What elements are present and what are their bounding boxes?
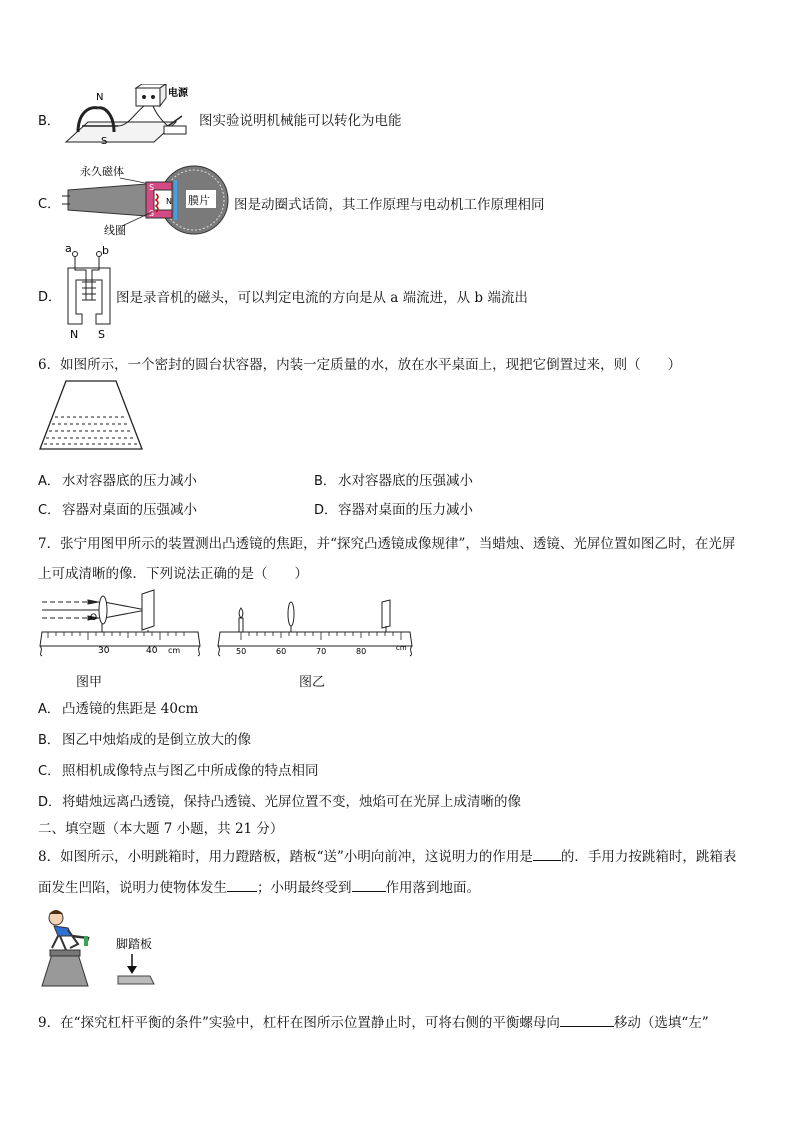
q5-b-s-label: S xyxy=(101,136,108,147)
q7-option-d-label: D． xyxy=(38,795,62,810)
q8-blank-3[interactable] xyxy=(352,877,386,892)
q8-line1-part-b: 的．手用力按跳箱时，跳箱表 xyxy=(560,849,737,865)
q5-d-a-label: a xyxy=(65,242,72,255)
q9-part-b: 移动（选填“左” xyxy=(613,1015,709,1031)
section-fill-blank-heading: 二、填空题（本大题 7 小题，共 21 分） xyxy=(38,821,284,837)
q5-c-microphone-figure xyxy=(62,160,234,236)
q7-option-d-text: 将蜡烛远离凸透镜，保持凸透镜、光屏位置不变，烛焰可在光屏上成清晰的像 xyxy=(62,794,521,810)
q5-b-n-label: N xyxy=(96,92,104,103)
q8-line2 xyxy=(38,876,480,896)
q7-stem-line1: 7．张宁用图甲所示的装置测出凸透镜的焦距，并“探究凸透镜成像规律”，当蜡烛、透镜、光屏位置如图乙时，在光屏 xyxy=(38,536,736,552)
q8-line2-part-c: 作用落到地面。 xyxy=(385,880,480,896)
q6-option-b-text: 水对容器底的压强减小 xyxy=(338,473,473,489)
q6-frustum-container-figure xyxy=(36,377,146,453)
q7-option-c-label: C． xyxy=(38,764,61,779)
q6-option-b-label: B． xyxy=(314,474,336,489)
q7-fig1-caption: 图甲 xyxy=(76,675,103,690)
q5-c-magnet-label: 永久磁体 xyxy=(80,165,124,178)
q7-fig1-focal-length-setup xyxy=(38,588,204,668)
q8-line2-part-b: ；小明最终受到 xyxy=(257,880,352,896)
q7-fig2-tick-60: 60 xyxy=(276,647,287,656)
q5-d-b-label: b xyxy=(102,244,109,257)
q6-option-d-text: 容器对桌面的压力减小 xyxy=(338,502,473,518)
q7-fig2-imaging-setup xyxy=(216,596,416,662)
q5-d-s-label: S xyxy=(98,328,105,340)
q5-d-recorder-head-figure xyxy=(62,240,116,340)
q5-option-b-text: 图实验说明机械能可以转化为电能 xyxy=(199,113,402,129)
q5-c-film-label: 膜片 xyxy=(188,194,210,207)
q5-option-c-label: C． xyxy=(38,197,61,212)
candle-icon xyxy=(239,608,243,632)
q7-option-c-text: 照相机成像特点与图乙中所成像的特点相同 xyxy=(62,763,319,779)
q6-stem: 6．如图所示，一个密封的圆台状容器，内装一定质量的水，放在水平桌面上，现把它倒置过来，则（ ） xyxy=(38,357,682,373)
q5-d-n-label: N xyxy=(70,328,79,340)
q7-option-b-label: B． xyxy=(38,733,60,748)
q7-fig1-lens-mark: O xyxy=(90,613,98,623)
q6-option-c-label: C． xyxy=(38,503,61,518)
q7-fig2-tick-50: 50 xyxy=(236,647,247,656)
q7-fig2-tick-70: 70 xyxy=(316,647,327,656)
q7-option-a-label: A． xyxy=(38,702,60,717)
q7-fig2-caption: 图乙 xyxy=(299,675,326,690)
q5-option-c-text: 图是动圈式话筒，其工作原理与电动机工作原理相同 xyxy=(234,197,545,213)
q5-option-d-label: D． xyxy=(38,290,62,305)
q7-option-b-text: 图乙中烛焰成的是倒立放大的像 xyxy=(62,732,251,748)
q8-blank-2[interactable] xyxy=(227,877,257,892)
q7-fig1-unit: cm xyxy=(168,646,181,655)
q9-part-a: 9．在“探究杠杆平衡的条件”实验中，杠杆在图所示位置静止时，可将右侧的平衡螺母向 xyxy=(38,1015,560,1031)
q5-b-generator-figure xyxy=(58,84,198,150)
q6-option-c-text: 容器对桌面的压强减小 xyxy=(62,502,197,518)
q8-line1-part-a: 8．如图所示，小明跳箱时，用力蹬踏板，踏板“送”小明向前冲，这说明力的作用是 xyxy=(38,849,533,865)
q7-fig1-tick-30: 30 xyxy=(98,646,110,656)
q5-c-coil-label: 线圈 xyxy=(104,224,126,236)
q8-line1 xyxy=(38,845,736,865)
q5-b-power-label: 电源 xyxy=(168,88,188,99)
q5-option-d-text: 图是录音机的磁头，可以判定电流的方向是从 a 端流进，从 b 端流出 xyxy=(116,290,528,306)
q5-c-n-label: N xyxy=(166,197,172,206)
q8-pedal-label: 脚踏板 xyxy=(116,937,153,951)
boy-jumping-icon xyxy=(49,910,88,950)
q7-stem-line2: 上可成清晰的像．下列说法正确的是（ ） xyxy=(38,566,308,582)
q8-vaulting-box-figure xyxy=(38,906,164,988)
q5-c-s2-label: S xyxy=(149,209,155,218)
q7-option-a-text: 凸透镜的焦距是 40cm xyxy=(62,701,199,717)
q6-option-d-label: D． xyxy=(314,503,338,518)
q6-option-a-label: A． xyxy=(38,474,60,489)
q7-fig2-unit: cm xyxy=(396,644,407,652)
q7-fig1-tick-40: 40 xyxy=(146,646,158,656)
q7-fig2-tick-80: 80 xyxy=(356,647,367,656)
q6-option-a-text: 水对容器底的压力减小 xyxy=(62,473,197,489)
q5-option-b-label: B． xyxy=(38,114,60,129)
q9-blank-1[interactable] xyxy=(560,1012,614,1027)
q5-c-s1-label: S xyxy=(149,183,155,192)
q9-line1 xyxy=(38,1011,709,1031)
q8-line2-part-a: 面发生凹陷，说明力使物体发生 xyxy=(38,880,227,896)
q8-blank-1[interactable] xyxy=(533,846,561,861)
